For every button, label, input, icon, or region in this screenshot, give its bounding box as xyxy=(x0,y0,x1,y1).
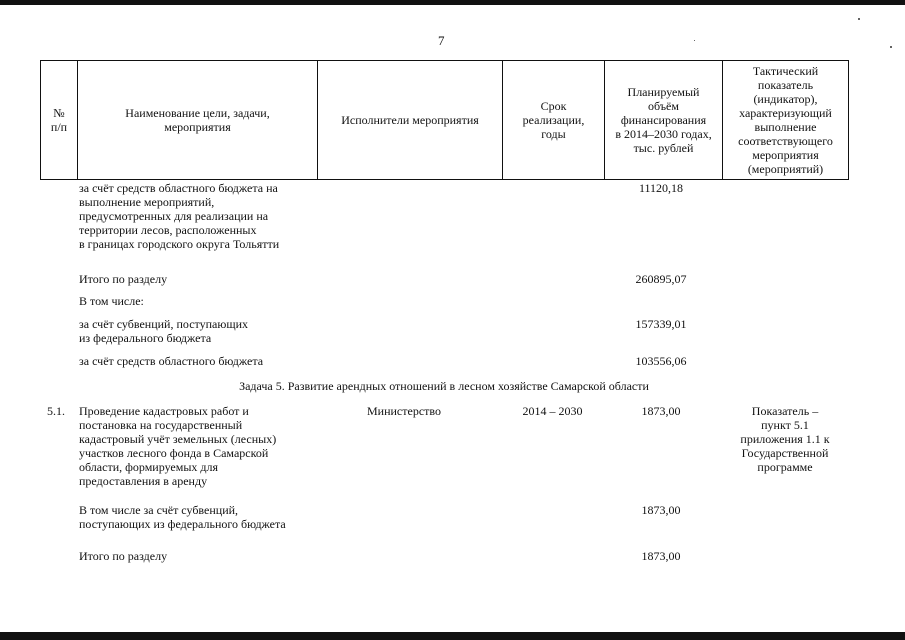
task5-heading: Задача 5. Развитие арендных отношений в лесном хозяйстве Самарской области xyxy=(239,379,649,393)
item-5-1-executor: Министерство xyxy=(367,404,441,418)
item-5-1-period: 2014 – 2030 xyxy=(522,404,583,418)
row-total-section4-amount: 260895,07 xyxy=(635,272,687,286)
page-number: 7 xyxy=(438,33,445,48)
row-total-section5-text: Итого по разделу xyxy=(79,549,168,563)
header-indicator: Тактический показатель (индикатор), характеризующий выполнение соответствующего мероприятия (мероприятий) xyxy=(723,61,849,180)
row-regional-budget-amount: 103556,06 xyxy=(635,354,687,368)
item-5-1-text: Проведение кадастровых работ и постановка на государственный кадастровый учёт земельных (лесных) участков лесного фонда в Самарской области, формируемых для предоставления в аренду xyxy=(79,404,277,488)
item-5-1-amount: 1873,00 xyxy=(641,404,681,418)
row-federal-subventions-amount: 157339,01 xyxy=(635,317,687,331)
header-executors: Исполнители мероприятия xyxy=(318,61,503,180)
row-regional-budget-text: за счёт средств областного бюджета xyxy=(79,354,264,368)
row-including-text: В том числе: xyxy=(79,294,144,308)
row-total-section4-text: Итого по разделу xyxy=(79,272,168,286)
row-regional-forest-text: за счёт средств областного бюджета на выполнение мероприятий, предусмотренных для реализации на территории лесов, расположенных в границах городского округа Тольятти xyxy=(79,181,280,251)
scan-speck xyxy=(694,40,695,41)
header-period: Срок реализации, годы xyxy=(503,61,605,180)
row-total-section5-amount: 1873,00 xyxy=(641,549,681,563)
row-federal-subventions-text: за счёт субвенций, поступающих из федерального бюджета xyxy=(79,317,248,345)
scan-speck xyxy=(858,18,860,20)
header-num: № п/п xyxy=(41,61,78,180)
header-name: Наименование цели, задачи, мероприятия xyxy=(78,61,318,180)
scan-top-border xyxy=(0,0,905,5)
item-5-1-number: 5.1. xyxy=(47,404,65,418)
row-incl-federal-text: В том числе за счёт субвенций, поступающих из федерального бюджета xyxy=(79,503,286,531)
row-regional-forest-amount: 11120,18 xyxy=(638,181,684,195)
header-funding: Планируемый объём финансирования в 2014–2030 годах, тыс. рублей xyxy=(605,61,723,180)
row-incl-federal-amount: 1873,00 xyxy=(641,503,681,517)
table-header xyxy=(40,60,849,180)
scan-bottom-border xyxy=(0,632,905,640)
item-5-1-indicator: Показатель – пункт 5.1 приложения 1.1 к Государственной программе xyxy=(740,404,830,474)
scan-speck xyxy=(890,46,892,48)
